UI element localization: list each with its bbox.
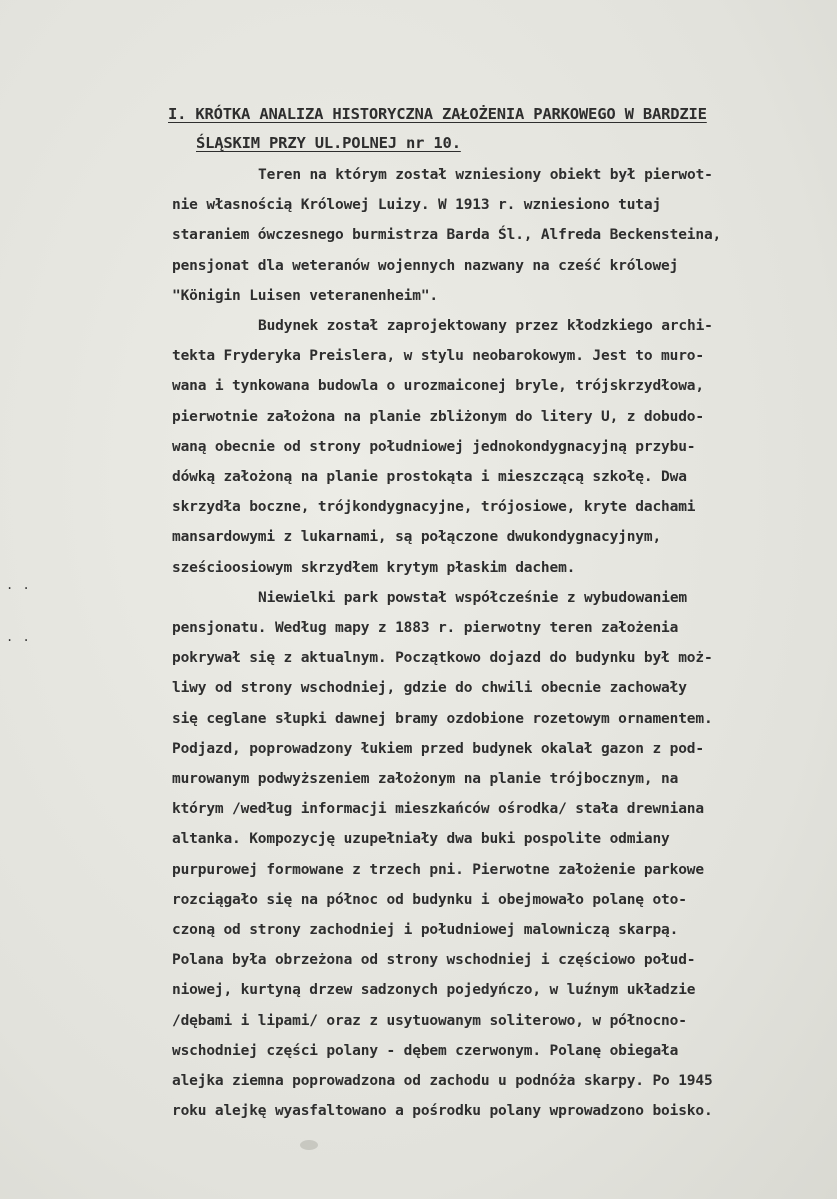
text-line: rozciągało się na północ od budynku i obejmowało polanę oto- <box>172 891 687 908</box>
text-line: staraniem ówczesnego burmistrza Barda Śl., Alfreda Beckensteina, <box>172 227 722 244</box>
text-line: Teren na którym został wzniesiony obiekt był pierwot- <box>258 167 713 183</box>
text-line: niowej, kurtyną drzew sadzonych pojedyńczo, w luźnym układzie <box>172 982 696 999</box>
text-line: pokrywał się z aktualnym. Początkowo dojazd do budynku był moż- <box>172 650 713 667</box>
text-line: którym /według informacji mieszkańców ośrodka/ stała drewniana <box>172 801 704 818</box>
text-line: waną obecnie od strony południowej jednokondygnacyjną przybu- <box>172 438 696 455</box>
text-line: pensjonatu. Według mapy z 1883 r. pierwotny teren założenia <box>172 620 679 637</box>
text-line: Niewielki park powstał współcześnie z wybudowaniem <box>258 589 687 606</box>
text-line: czoną od strony zachodniej i południowej malowniczą skarpą. <box>172 922 679 939</box>
text-line: tekta Fryderyka Preislera, w stylu neobarokowym. Jest to muro- <box>172 348 704 365</box>
text-line: Budynek został zaprojektowany przez kłodzkiego archi- <box>258 318 713 335</box>
text-line: Polana była obrzeżona od strony wschodniej i częściowo połud- <box>172 952 696 969</box>
text-line: Podjazd, poprowadzony łukiem przed budynek okalał gazon z pod- <box>172 740 704 757</box>
text-line: /dębami i lipami/ oraz z usytuowanym soliterowo, w północno- <box>172 1012 687 1029</box>
text-line: wana i tynkowana budowla o urozmaiconej bryle, trójskrzydłowa, <box>172 378 704 395</box>
text-line: się ceglane słupki dawnej bramy ozdobione rozetowym ornamentem. <box>172 710 713 727</box>
text-line: pierwotnie założona na planie zbliżonym do litery U, z dobudo- <box>172 408 704 425</box>
text-line: nie własnością Królowej Luizy. W 1913 r. wzniesiono tutaj <box>172 197 662 214</box>
margin-mark: . . <box>6 630 31 644</box>
document-heading <box>168 100 788 158</box>
text-line: "Königin Luisen veteranenheim". <box>172 287 438 304</box>
text-line: murowanym podwyższeniem założonym na planie trójbocznym, na <box>172 771 679 788</box>
text-line: mansardowymi z lukarnami, są połączone dwukondygnacyjnym, <box>172 529 662 546</box>
text-line: dówką założoną na planie prostokąta i mieszczącą szkołę. Dwa <box>172 469 687 486</box>
heading-line-1: I. KRÓTKA ANALIZA HISTORYCZNA ZAŁOŻENIA PARKOWEGO W BARDZIE <box>168 105 707 123</box>
paper-smudge <box>300 1140 318 1150</box>
text-line: altanka. Kompozycję uzupełniały dwa buki pospolite odmiany <box>172 831 670 848</box>
text-line: roku alejkę wyasfaltowano a pośrodku polany wprowadzono boisko. <box>172 1103 713 1120</box>
text-line: skrzydła boczne, trójkondygnacyjne, trójosiowe, kryte dachami <box>172 499 696 516</box>
document-body <box>172 160 812 1127</box>
text-line: sześcioosiowym skrzydłem krytym płaskim dachem. <box>172 559 576 576</box>
heading-line-2: ŚLĄSKIM PRZY UL.POLNEJ nr 10. <box>196 134 461 152</box>
margin-mark: . . <box>6 578 31 592</box>
text-line: alejka ziemna poprowadzona od zachodu u podnóża skarpy. Po 1945 <box>172 1073 713 1090</box>
text-line: purpurowej formowane z trzech pni. Pierwotne założenie parkowe <box>172 861 704 878</box>
text-line: wschodniej części polany - dębem czerwonym. Polanę obiegała <box>172 1042 679 1059</box>
text-line: pensjonat dla weteranów wojennych nazwany na cześć królowej <box>172 257 679 274</box>
text-line: liwy od strony wschodniej, gdzie do chwili obecnie zachowały <box>172 680 687 697</box>
